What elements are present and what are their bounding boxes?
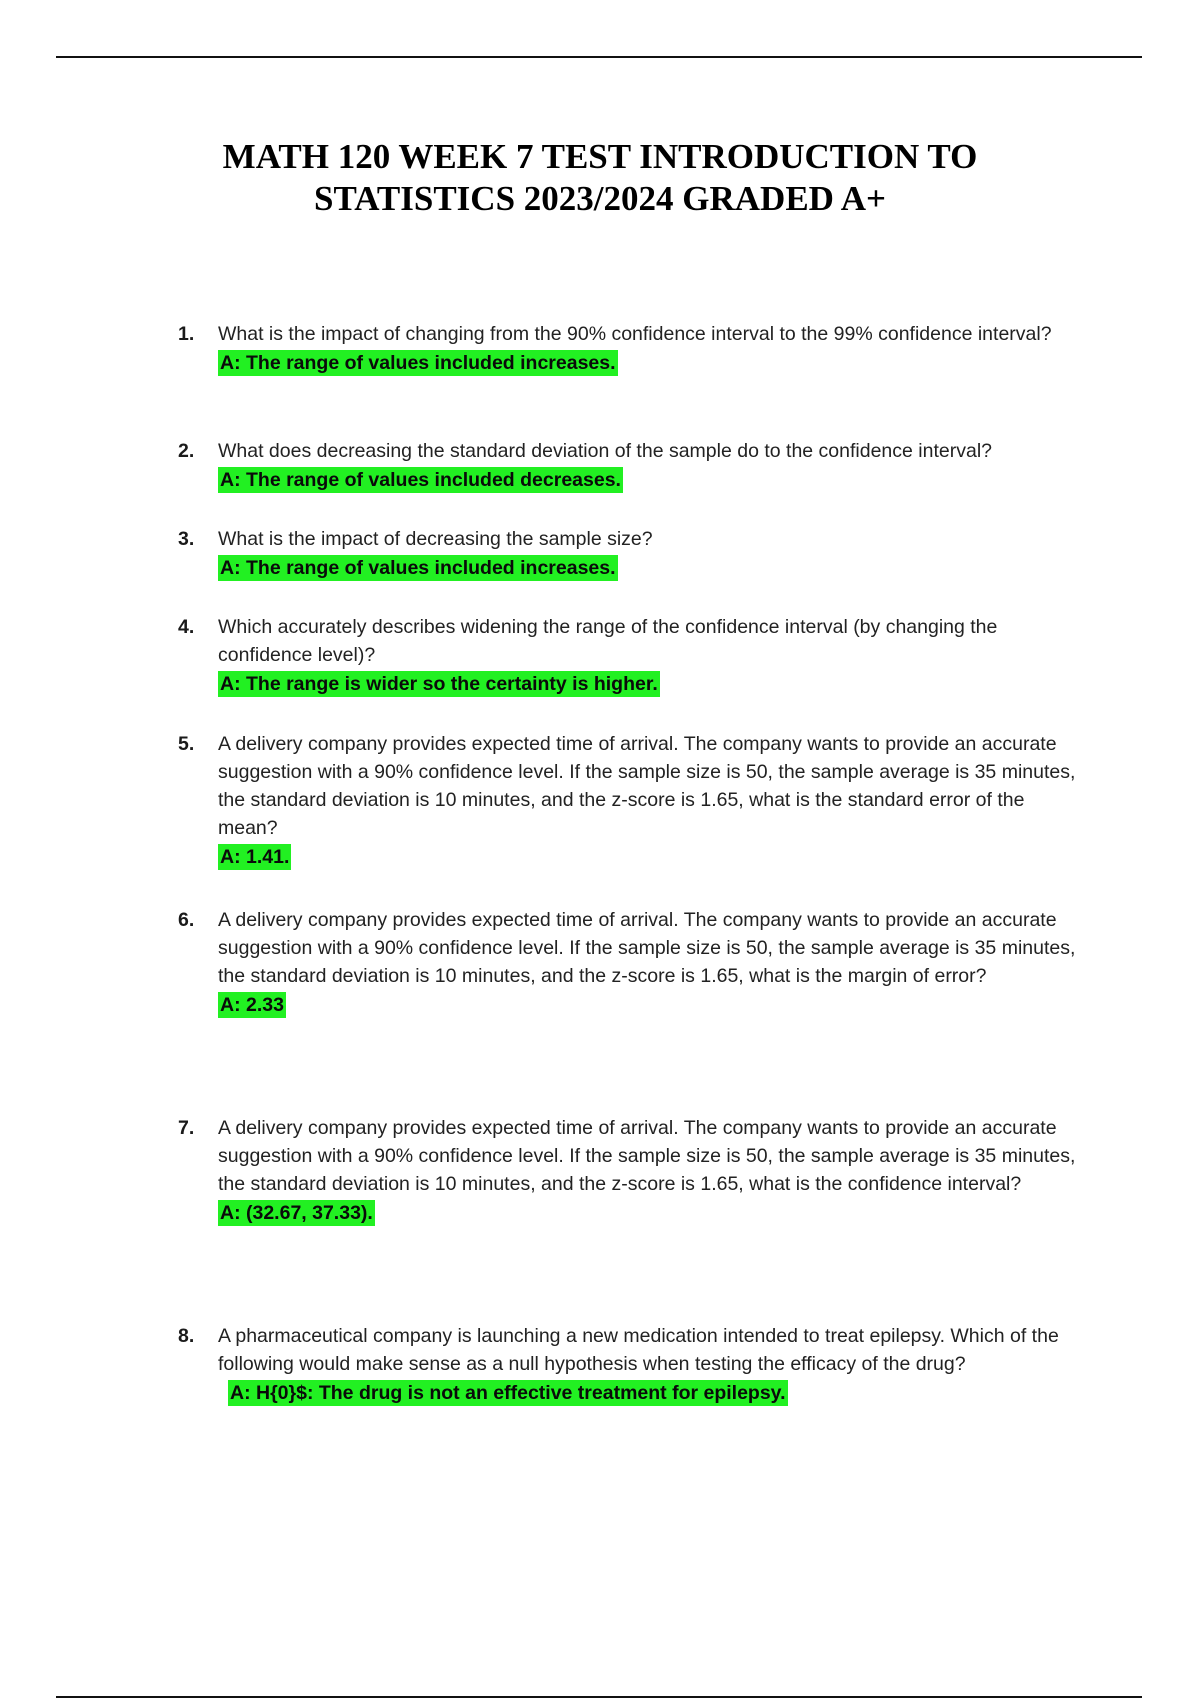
question-number: 8.: [178, 1325, 195, 1347]
question-number: 3.: [178, 528, 195, 550]
answer-highlight: A: 2.33: [220, 994, 284, 1016]
answer-highlight: A: The range of values included decreases.: [220, 469, 621, 491]
question-body: [218, 1322, 1078, 1407]
question-item: [178, 906, 1078, 1019]
question-number: 4.: [178, 616, 195, 638]
question-item: [178, 437, 1078, 494]
question-text: A pharmaceutical company is launching a new medication intended to treat epilepsy. Which of the following would make sense as a null hypothesis when testing the efficacy of the drug?: [218, 1325, 1059, 1375]
answer-highlight: A: The range of values included increases.: [220, 557, 616, 579]
question-text: What does decreasing the standard deviation of the sample do to the confidence interval?: [218, 440, 992, 462]
answer-highlight: A: The range of values included increases.: [220, 352, 616, 374]
question-body: [218, 437, 1078, 494]
answer-highlight: A: 1.41.: [220, 846, 290, 868]
bottom-rule: [56, 1696, 1142, 1698]
answer-highlight: A: H{0}$: The drug is not an effective treatment for epilepsy.: [230, 1382, 786, 1404]
question-number: 5.: [178, 733, 195, 755]
question-body: [218, 320, 1078, 377]
question-number: 7.: [178, 1117, 195, 1139]
question-item: [178, 320, 1078, 377]
question-text: What is the impact of decreasing the sample size?: [218, 528, 653, 550]
question-item: [178, 730, 1078, 871]
question-text: Which accurately describes widening the range of the confidence interval (by changing the confidence level)?: [218, 616, 998, 666]
question-text: A delivery company provides expected time of arrival. The company wants to provide an accurate suggestion with a 90% confidence level. If the sample size is 50, the sample average is 35 minutes, the standard deviation is 10 minutes, and the z-score is 1.65, what is the confidence interval?: [218, 1117, 1076, 1195]
question-text: A delivery company provides expected time of arrival. The company wants to provide an accurate suggestion with a 90% confidence level. If the sample size is 50, the sample average is 35 minutes, the standard deviation is 10 minutes, and the z-score is 1.65, what is the standard error of the mean?: [218, 733, 1076, 839]
question-number: 6.: [178, 909, 195, 931]
answer-highlight: A: The range is wider so the certainty is higher.: [220, 673, 658, 695]
question-item: [178, 613, 1078, 698]
question-item: [178, 525, 1078, 582]
question-body: [218, 906, 1078, 1019]
question-number: 1.: [178, 323, 195, 345]
title-line-2: STATISTICS 2023/2024 GRADED A+: [314, 179, 886, 218]
question-item: [178, 1322, 1078, 1407]
answer-highlight: A: (32.67, 37.33).: [220, 1202, 373, 1224]
question-text: A delivery company provides expected time of arrival. The company wants to provide an accurate suggestion with a 90% confidence level. If the sample size is 50, the sample average is 35 minutes, the standard deviation is 10 minutes, and the z-score is 1.65, what is the margin of error?: [218, 909, 1076, 987]
question-item: [178, 1114, 1078, 1227]
question-text: What is the impact of changing from the 90% confidence interval to the 99% confidence interval?: [218, 323, 1052, 345]
question-body: [218, 525, 1078, 582]
question-body: [218, 730, 1078, 871]
question-body: [218, 613, 1078, 698]
title-line-1: MATH 120 WEEK 7 TEST INTRODUCTION TO: [222, 137, 978, 176]
question-number: 2.: [178, 440, 195, 462]
question-body: [218, 1114, 1078, 1227]
